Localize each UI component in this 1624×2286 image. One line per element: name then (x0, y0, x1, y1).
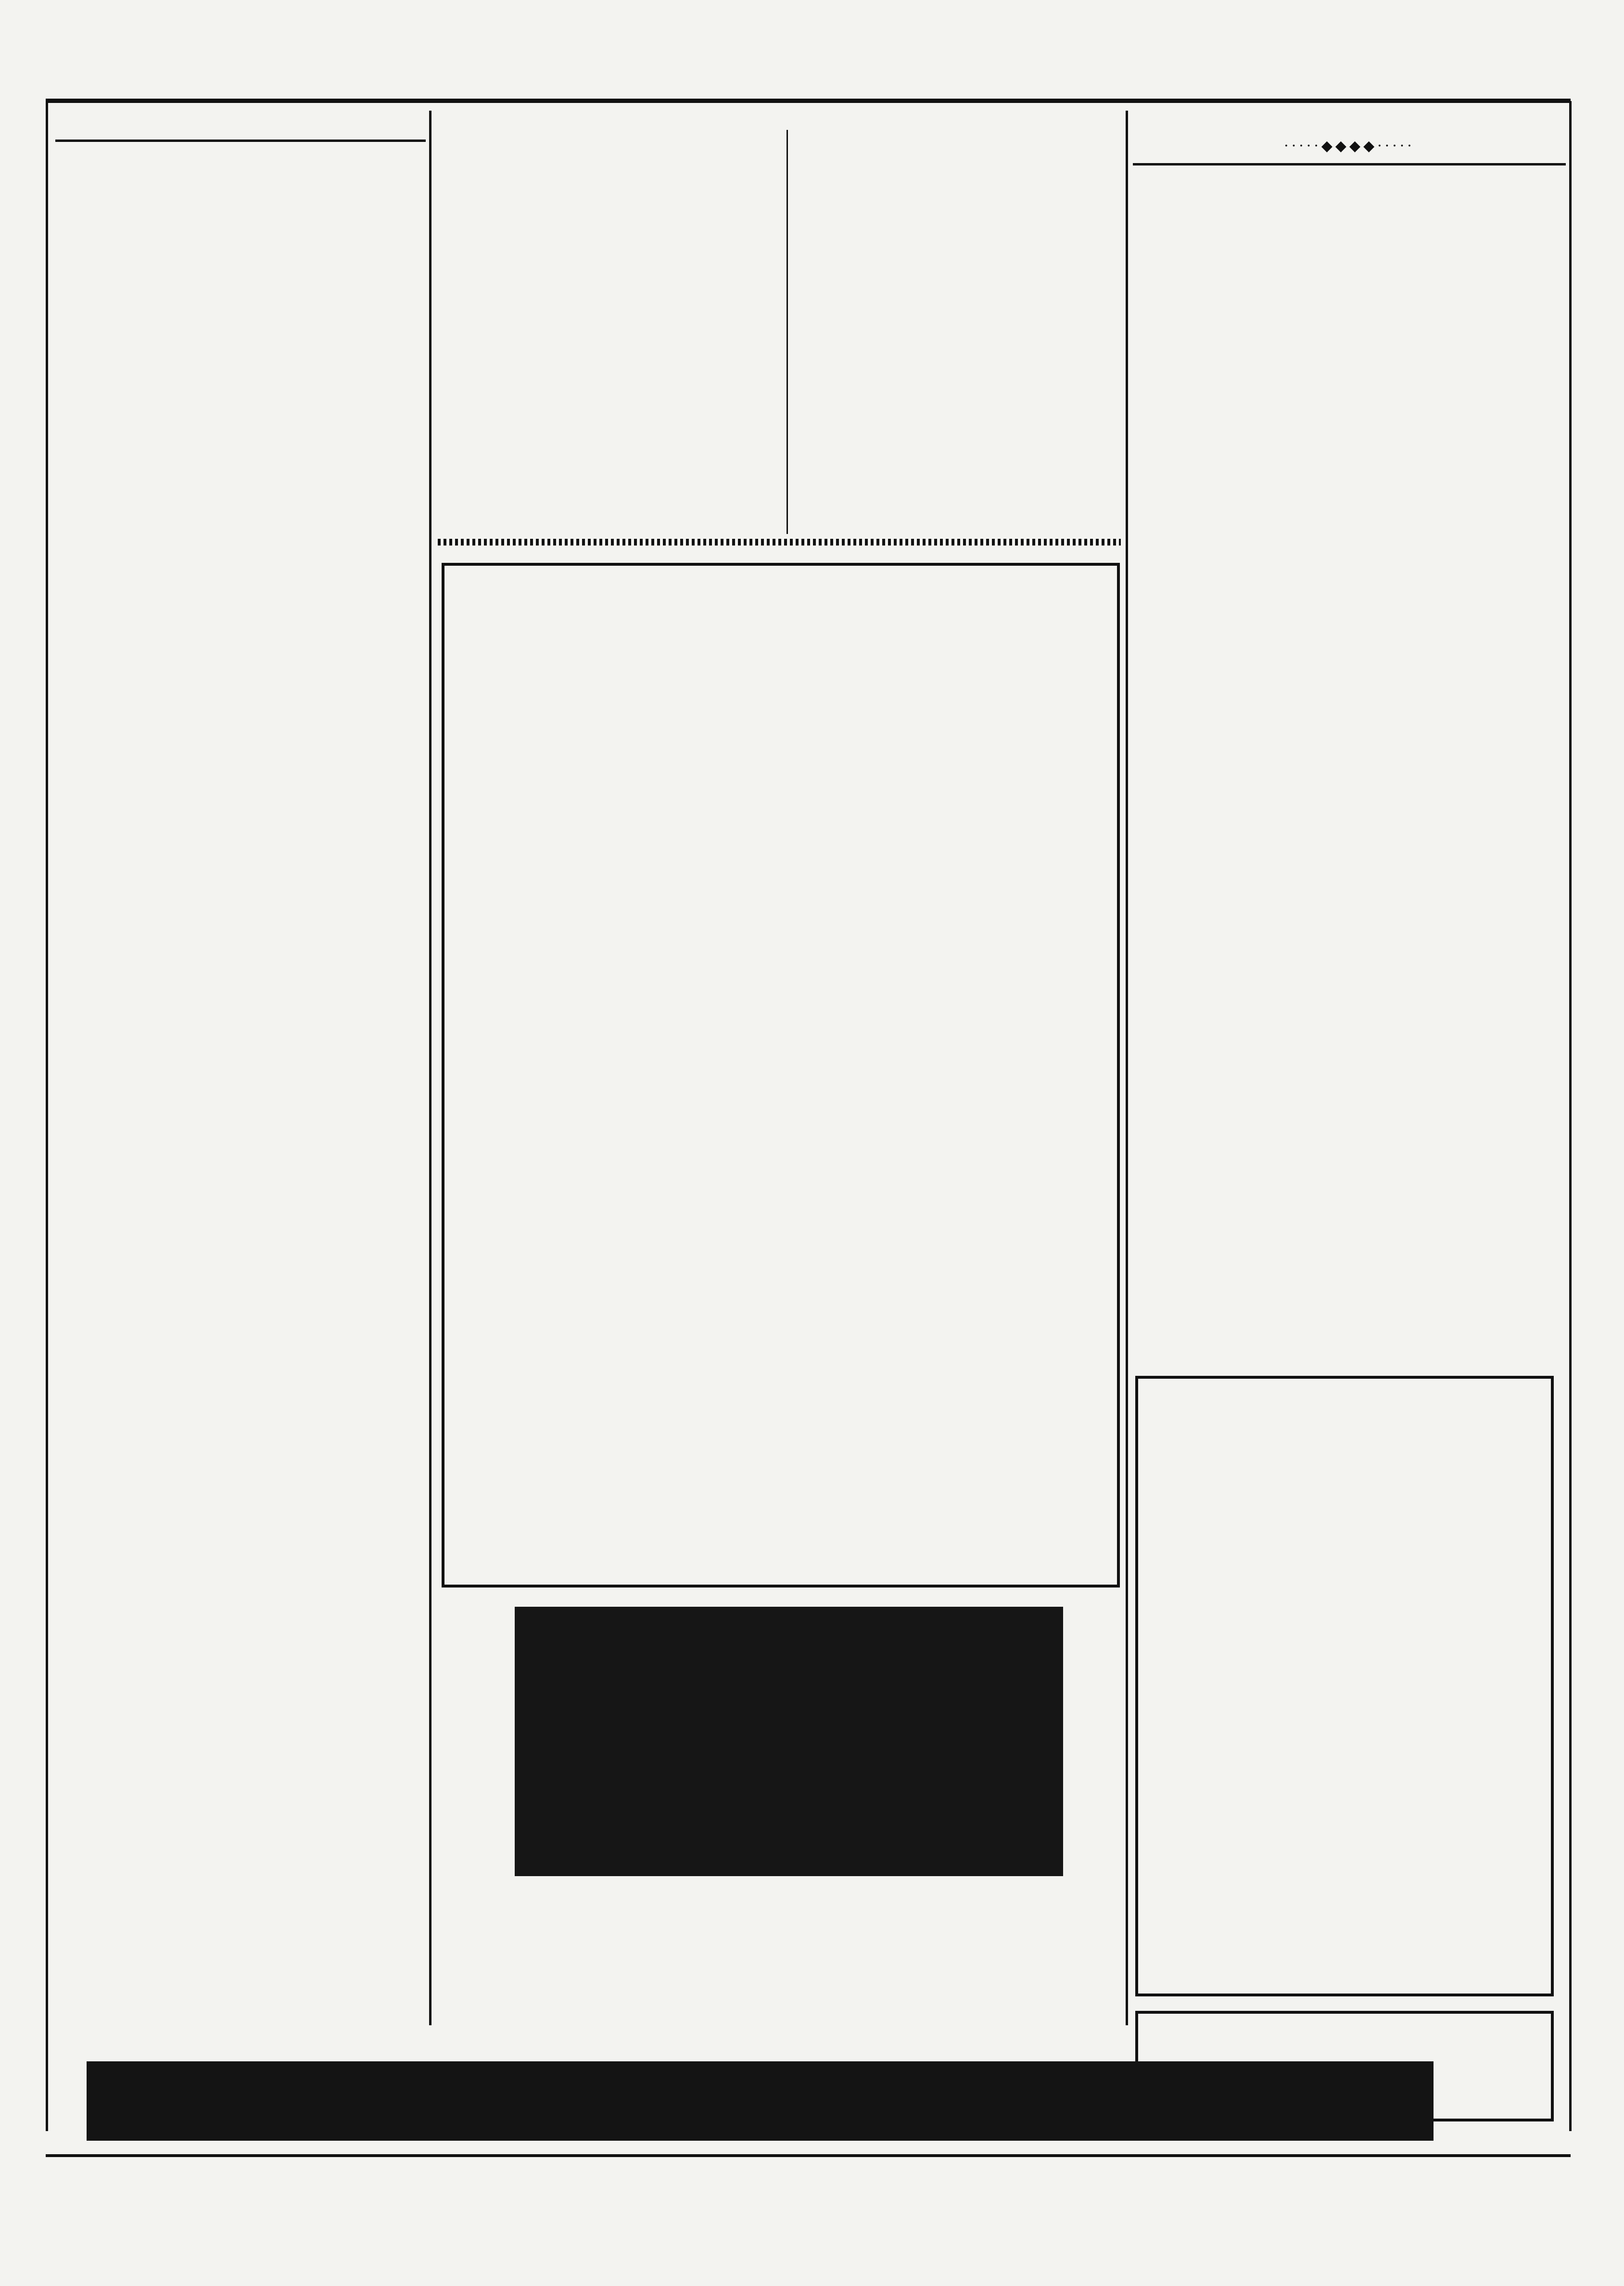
divider (55, 140, 426, 142)
column-rule (1126, 111, 1128, 2025)
divider (438, 539, 1121, 546)
campiao-ad (442, 563, 1120, 1588)
page-bottom-rule (46, 2154, 1571, 2157)
article-posse (1133, 125, 1566, 170)
article-paralisia (791, 130, 1121, 135)
masthead-rule (46, 99, 1571, 103)
lottery-column (55, 120, 426, 142)
article-chang (438, 130, 784, 135)
divider (1133, 163, 1566, 165)
breitling-logo (515, 1607, 1063, 1616)
laminas-ad (1135, 1376, 1554, 1996)
page-left-rule (46, 101, 48, 2131)
breitling-ad (515, 1607, 1063, 2020)
column-rule (429, 111, 431, 2025)
pluvius-banner (87, 2061, 1434, 2141)
page-right-rule (1569, 101, 1572, 2131)
ornament-divider: ·····◆◆◆◆····· (1284, 138, 1415, 154)
column-rule (787, 130, 788, 534)
